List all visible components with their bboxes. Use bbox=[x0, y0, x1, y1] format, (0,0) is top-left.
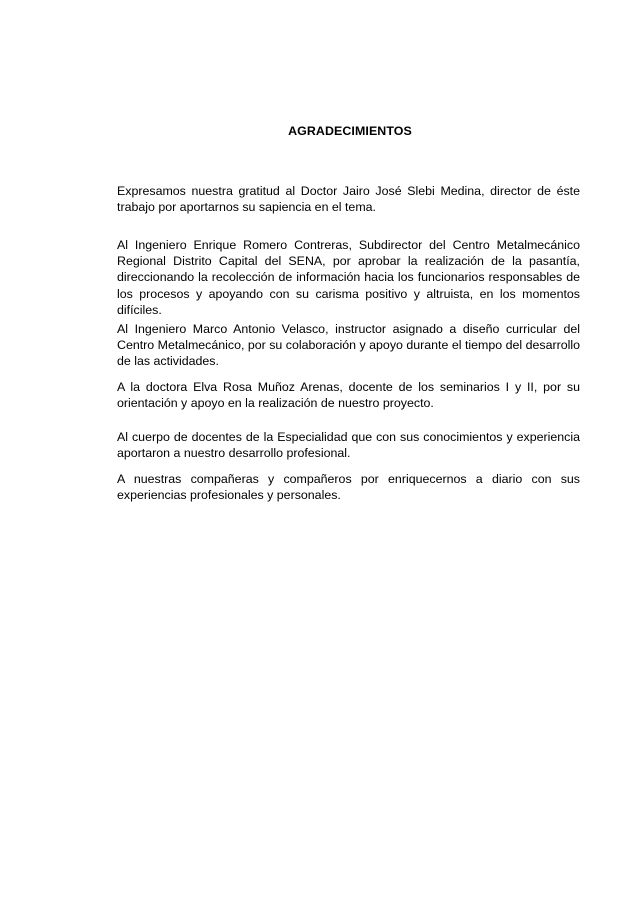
paragraph-director: Expresamos nuestra gratitud al Doctor Jairo José Slebi Medina, director de éste trabajo por aportarnos su sapiencia en el tema. bbox=[117, 184, 580, 215]
paragraph-seminar-teacher: A la doctora Elva Rosa Muñoz Arenas, docente de los seminarios I y II, por su orientación y apoyo en la realización de nuestro proyecto. bbox=[117, 380, 580, 411]
paragraph-instructor: Al Ingeniero Marco Antonio Velasco, instructor asignado a diseño curricular del Centro Metalmecánico, por su colaboración y apoyo durante el tiempo del desarrollo de las actividades. bbox=[117, 322, 580, 369]
paragraph-subdirector: Al Ingeniero Enrique Romero Contreras, Subdirector del Centro Metalmecánico Regional Distrito Capital del SENA, por aprobar la realización de la pasantía, direccionando la recolección de información hacia los funcionarios responsables de los procesos y apoyando con su carisma positivo y altruista, en los momentos difíciles. bbox=[117, 238, 580, 317]
paragraph-faculty: Al cuerpo de docentes de la Especialidad que con sus conocimientos y experiencia aportaron a nuestro desarrollo profesional. bbox=[117, 430, 580, 461]
page-title: AGRADECIMIENTOS bbox=[288, 124, 412, 138]
paragraph-classmates: A nuestras compañeras y compañeros por enriquecernos a diario con sus experiencias profesionales y personales. bbox=[117, 472, 580, 503]
